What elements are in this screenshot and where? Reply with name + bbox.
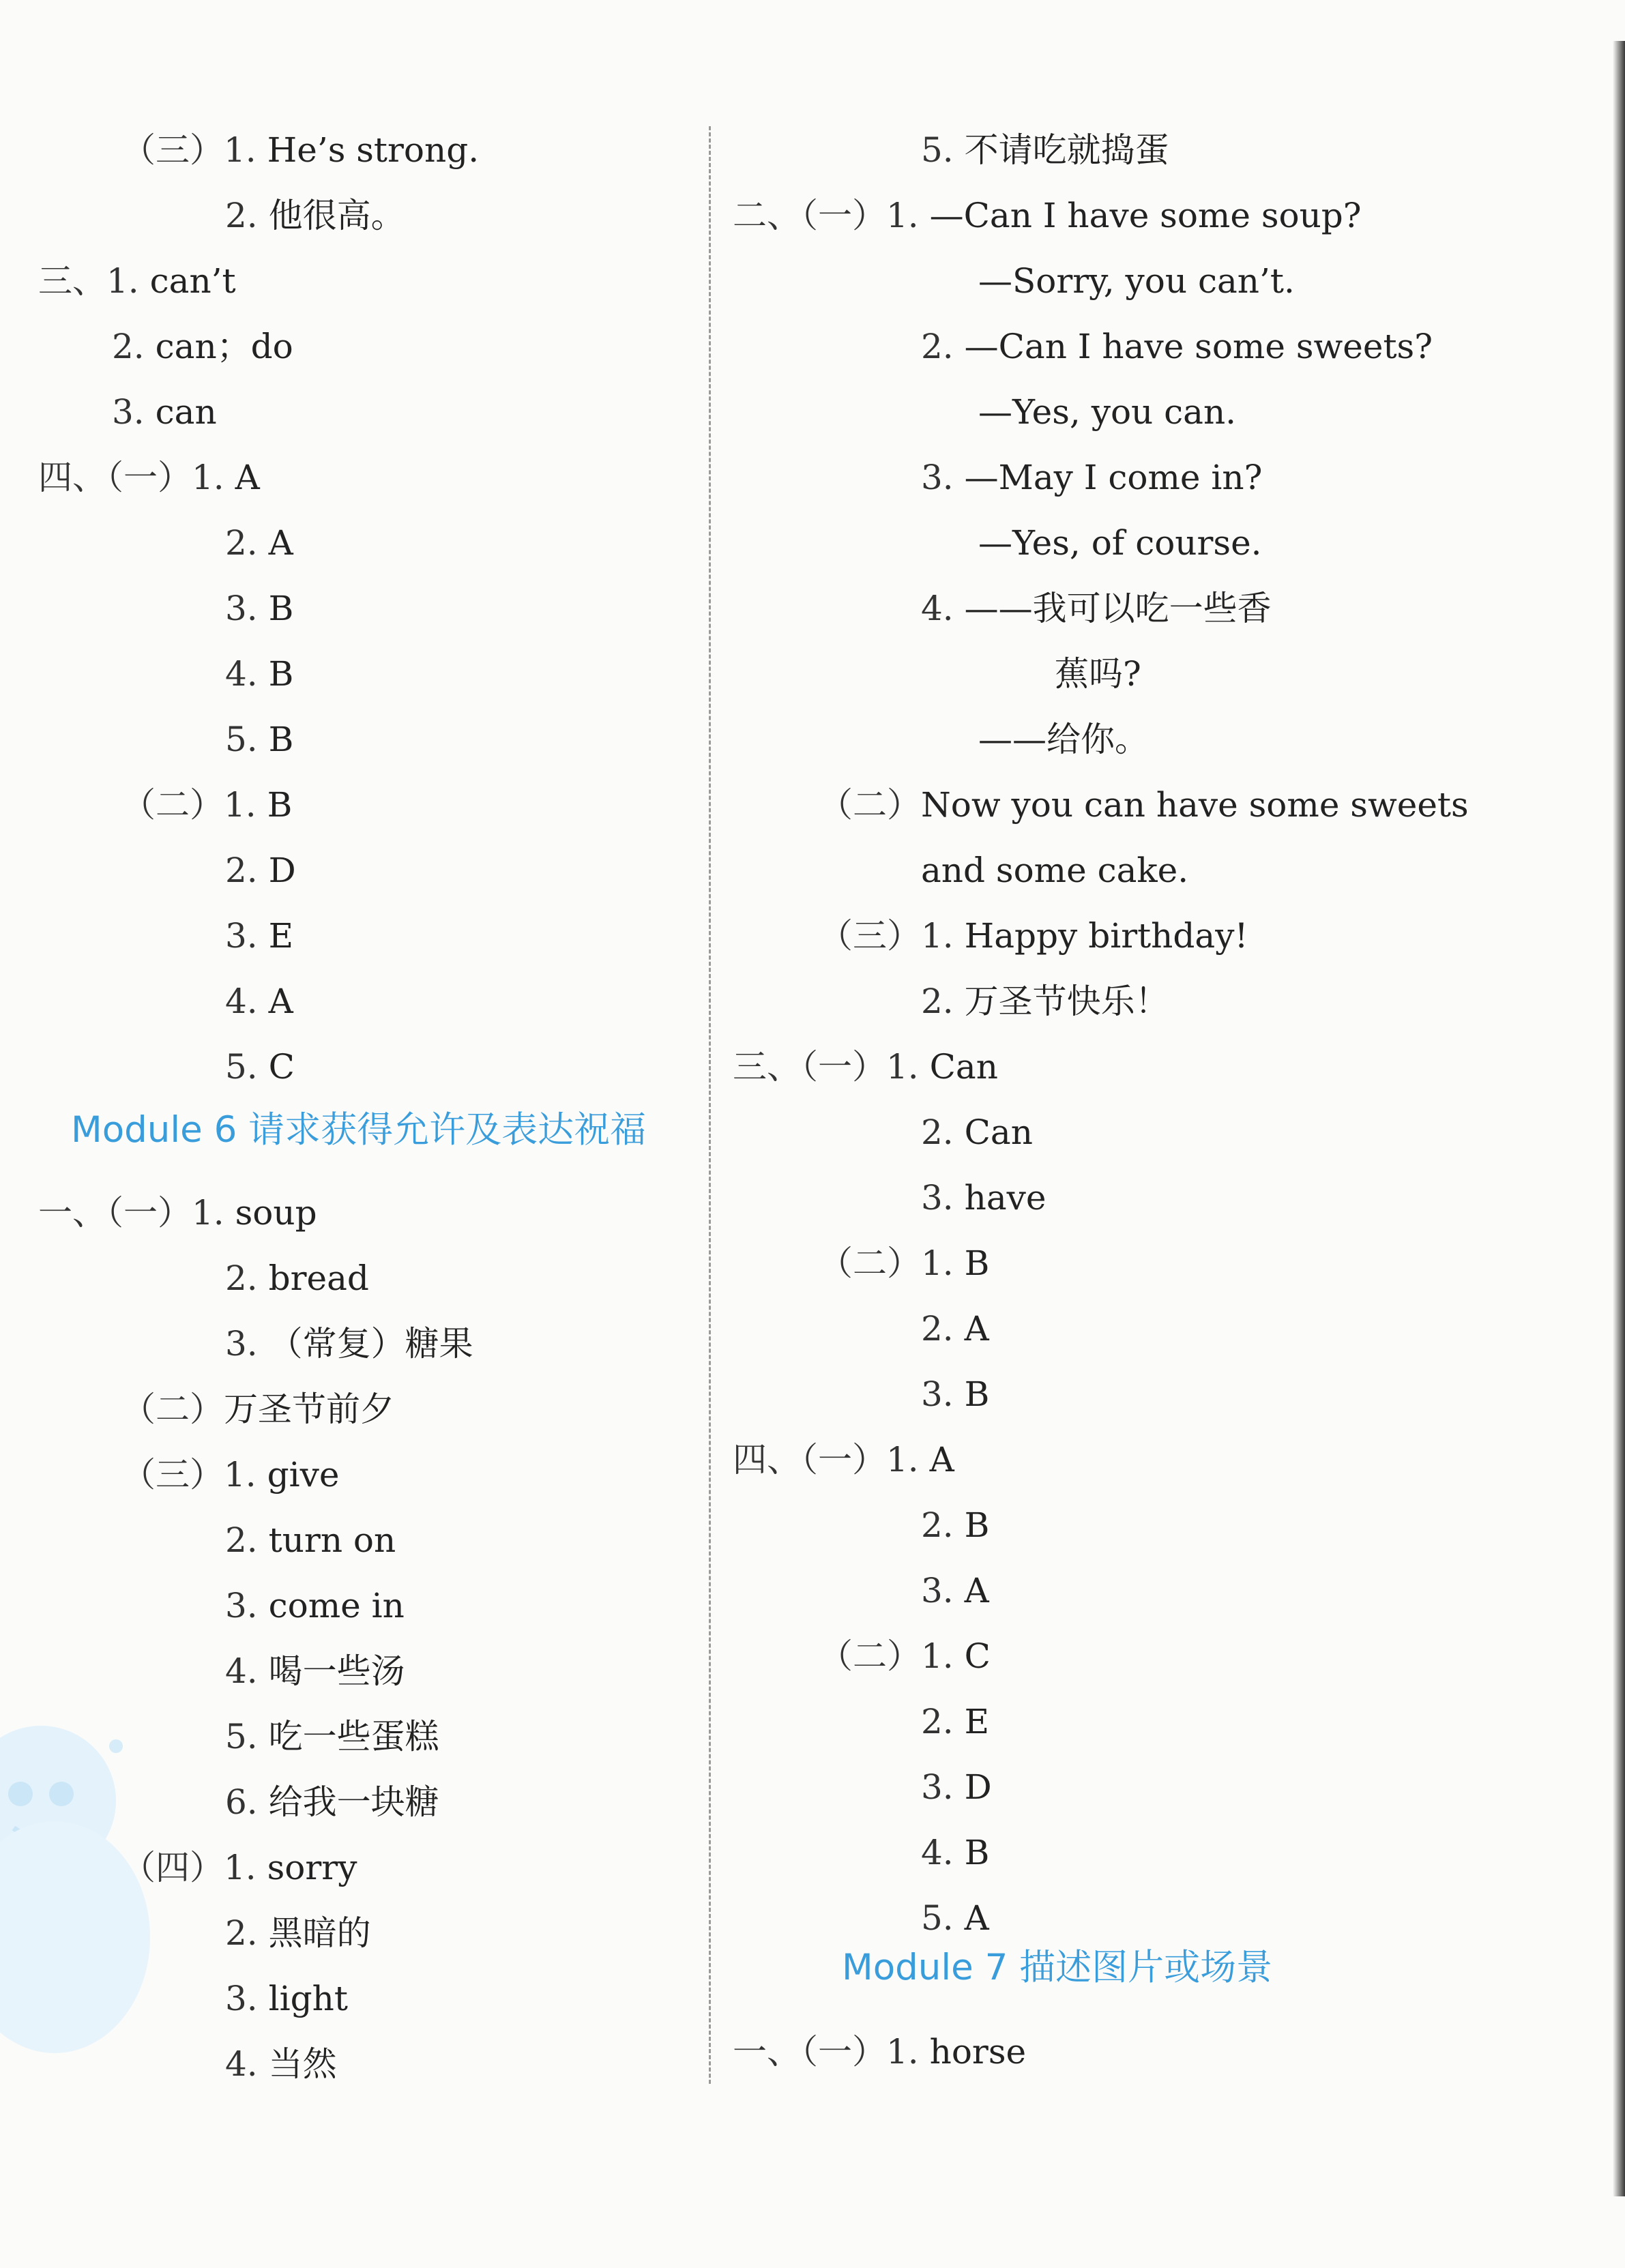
answer-line: 4. A [225,982,293,1021]
answer-line: 蕉吗? [1055,654,1141,694]
answer-line: —Sorry, you can’t. [978,261,1295,301]
answer-line: （三）1. Happy birthday! [819,916,1248,956]
answer-line: 2. can；do [112,327,293,366]
answer-line: 3. come in [225,1586,405,1625]
mascot-watermark [0,1719,177,2074]
answer-line: 2. Can [921,1113,1033,1152]
answer-line: 2. E [921,1702,990,1741]
answer-line: and some cake. [921,851,1189,890]
answer-line: 2. 黑暗的 [225,1913,371,1953]
module-6-heading: Module 6 请求获得允许及表达祝福 [71,1109,647,1151]
answer-line: 3. （常复）糖果 [225,1324,473,1364]
answer-line: 5. A [921,1898,989,1938]
answer-line: 5. C [225,1047,295,1087]
answer-line: 3. —May I come in? [921,458,1263,497]
answer-line: 3. D [921,1767,992,1807]
answer-line: 4. 当然 [225,2044,337,2084]
answer-line: （二）1. C [819,1636,991,1676]
answer-line: （四）1. sorry [121,1848,357,1887]
answer-line: 5. 不请吃就捣蛋 [921,130,1169,170]
answer-line: 二、（一）1. —Can I have some soup? [733,196,1362,235]
answer-line: 2. —Can I have some sweets? [921,327,1433,366]
answer-line: 5. B [225,720,294,759]
answer-line: 4. ——我可以吃一些香 [921,589,1272,628]
answer-line: 2. bread [225,1258,369,1298]
answer-line: 2. A [225,523,293,563]
answer-line: 四、（一）1. A [733,1440,954,1479]
answer-line: 四、（一）1. A [38,458,260,497]
answer-line: （三）1. He’s strong. [121,130,480,170]
answer-line: 3. B [921,1374,990,1414]
answer-line: ——给你。 [978,720,1149,759]
answer-line: 4. B [921,1833,990,1872]
answer-line: —Yes, of course. [978,523,1262,563]
answer-line: 5. 吃一些蛋糕 [225,1717,439,1756]
answer-line: 一、（一）1. soup [38,1193,317,1233]
answer-line: 2. 他很高。 [225,196,405,235]
answer-line: 6. 给我一块糖 [225,1782,439,1822]
answer-line: （二）Now you can have some sweets [819,785,1469,825]
answer-line: 3. B [225,589,294,628]
answer-line: 三、1. can’t [38,261,236,301]
answer-line: —Yes, you can. [978,392,1237,432]
answer-line: 一、（一）1. horse [733,2032,1027,2072]
module-7-heading: Module 7 描述图片或场景 [842,1947,1273,1988]
answer-line: 3. light [225,1979,348,2018]
page-edge-shadow [1613,41,1625,2196]
answer-line: 2. B [921,1505,990,1545]
answer-line: 3. E [225,916,294,956]
answer-line: 2. 万圣节快乐！ [921,982,1169,1021]
answer-line: 3. can [112,392,217,432]
answer-line: 2. A [921,1309,989,1349]
answer-line: 4. B [225,654,294,694]
answer-line: 2. turn on [225,1520,396,1560]
answer-line: 3. A [921,1571,989,1610]
answer-line: 3. have [921,1178,1046,1218]
answer-line: 4. 喝一些汤 [225,1651,405,1691]
answer-line: 三、（一）1. Can [733,1047,998,1087]
column-divider [709,126,711,2084]
answer-line: （三）1. give [121,1455,340,1494]
answer-line: 2. D [225,851,296,890]
answer-line: （二）1. B [121,785,293,825]
answer-line: （二）1. B [819,1243,990,1283]
answer-line: （二）万圣节前夕 [121,1389,394,1429]
